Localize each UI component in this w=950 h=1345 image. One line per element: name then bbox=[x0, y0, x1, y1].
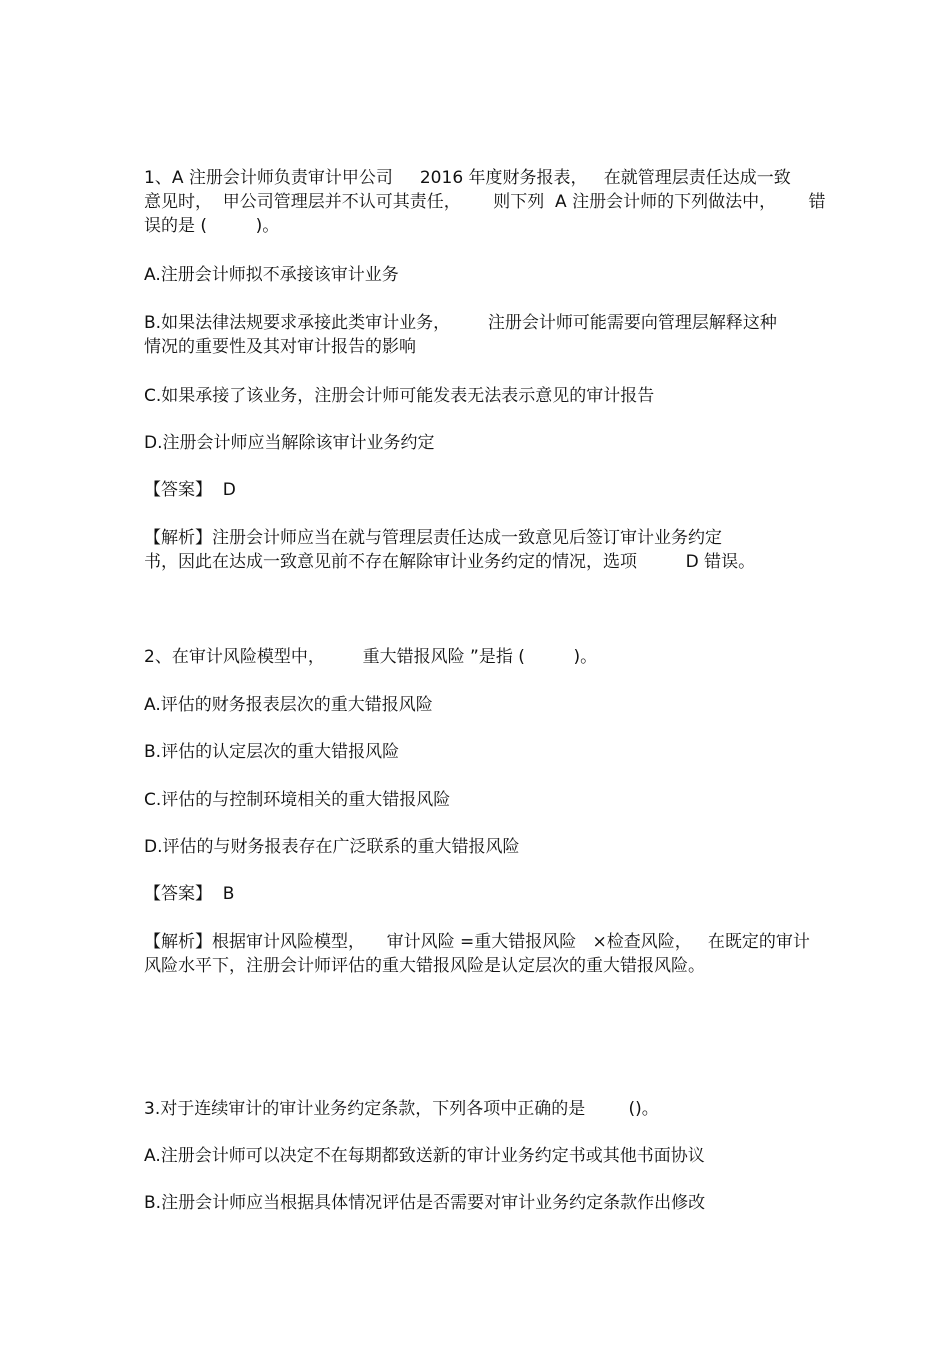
q1-stem-line-3: 误的是 ( )。 bbox=[144, 216, 280, 236]
q1-option-d: D.注册会计师应当解除该审计业务约定 bbox=[144, 433, 435, 453]
q1-answer: 【答案】 D bbox=[144, 480, 236, 500]
q3-option-a: A.注册会计师可以决定不在每期都致送新的审计业务约定书或其他书面协议 bbox=[144, 1146, 705, 1166]
q2-answer: 【答案】 B bbox=[144, 884, 235, 904]
q1-explanation-line-1: 【解析】注册会计师应当在就与管理层责任达成一致意见后签订审计业务约定 bbox=[144, 528, 722, 548]
q2-explanation-line-1: 【解析】根据审计风险模型， 审计风险 =重大错报风险 ×检查风险， 在既定的审计 bbox=[144, 932, 810, 952]
q2-stem: 2、在审计风险模型中， 重大错报风险 ”是指 ( )。 bbox=[144, 647, 598, 667]
q1-option-c: C.如果承接了该业务，注册会计师可能发表无法表示意见的审计报告 bbox=[144, 386, 655, 406]
q1-stem-line-2: 意见时， 甲公司管理层并不认可其责任， 则下列 A 注册会计师的下列做法中， 错 bbox=[144, 192, 826, 212]
q2-option-d: D.评估的与财务报表存在广泛联系的重大错报风险 bbox=[144, 837, 520, 857]
q3-stem: 3.对于连续审计的审计业务约定条款，下列各项中正确的是 ()。 bbox=[144, 1099, 659, 1119]
q3-option-b: B.注册会计师应当根据具体情况评估是否需要对审计业务约定条款作出修改 bbox=[144, 1193, 706, 1213]
q2-option-c: C.评估的与控制环境相关的重大错报风险 bbox=[144, 790, 451, 810]
q1-stem-line-1: 1、A 注册会计师负责审计甲公司 2016 年度财务报表， 在就管理层责任达成一致 bbox=[144, 168, 791, 188]
q2-option-a: A.评估的财务报表层次的重大错报风险 bbox=[144, 695, 433, 715]
q1-option-b-line-2: 情况的重要性及其对审计报告的影响 bbox=[144, 337, 416, 357]
q1-option-b-line-1: B.如果法律法规要求承接此类审计业务， 注册会计师可能需要向管理层解释这种 bbox=[144, 313, 777, 333]
q2-explanation-line-2: 风险水平下，注册会计师评估的重大错报风险是认定层次的重大错报风险。 bbox=[144, 956, 705, 976]
q1-explanation-line-2: 书，因此在达成一致意见前不存在解除审计业务约定的情况，选项 D 错误。 bbox=[144, 552, 756, 572]
q1-option-a: A.注册会计师拟不承接该审计业务 bbox=[144, 265, 399, 285]
q2-option-b: B.评估的认定层次的重大错报风险 bbox=[144, 742, 400, 762]
